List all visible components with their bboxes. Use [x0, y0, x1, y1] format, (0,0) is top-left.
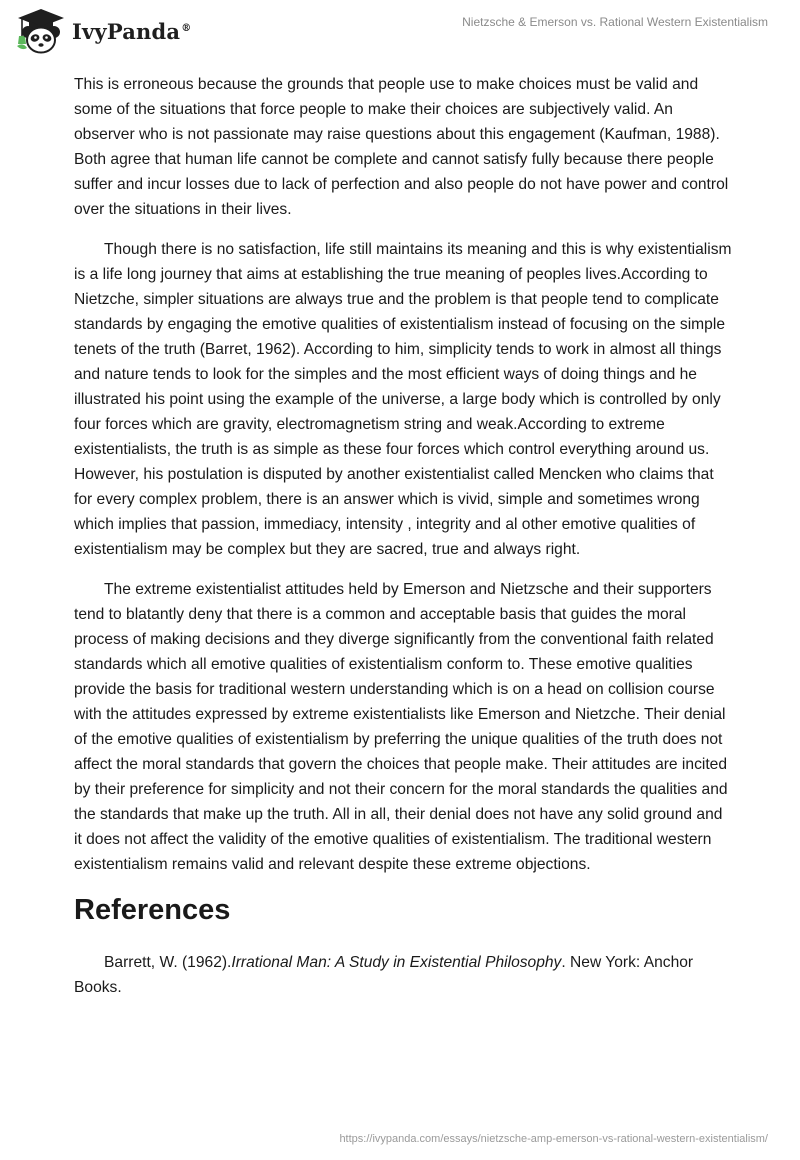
ivypanda-logo[interactable] — [14, 6, 191, 56]
reference-item — [74, 950, 734, 1000]
panda-graduation-cap-icon — [14, 6, 68, 56]
essay-content — [74, 72, 734, 1015]
reference-publisher: . New York: Anchor Books. — [74, 954, 694, 996]
reference-title: Irrational Man: A Study in Existential Philosophy — [231, 954, 562, 971]
logo-wordmark: IvyPanda® — [72, 18, 192, 44]
page-header — [0, 0, 800, 70]
document-title: Nietzsche & Emerson vs. Rational Western Existentialism — [462, 15, 768, 29]
body-paragraph-1: This is erroneous because the grounds that people use to make choices must be valid and some of the situations that force people to make their choices are subjectively valid. An observer who is not passionate may raise questions about this engagement (Kaufman, 1988). Both agree that human life cannot be complete and cannot satisfy fully because there people suffer and incur losses due to lack of perfection and also people do not have power and control over the situations in their lives. — [74, 76, 729, 218]
references-heading: References — [74, 894, 231, 926]
reference-author-year: Barrett, W. (1962). — [104, 954, 232, 971]
body-paragraph-2: Though there is no satisfaction, life still maintains its meaning and this is why existentialism is a life long journey that aims at establishing the true meaning of peoples lives.According to Nietzche, simpler situations are always true and the problem is that people tend to complicate standards by engaging the emotive qualities of existentialism instead of focusing on the simple tenets of the truth (Barret, 1962). According to him, simplicity tends to work in almost all things and nature tends to look for the simples and the most efficient ways of doing things and he illustrated his point using the example of the universe, a large body which is controlled by only four forces which are gravity, electromagnetism string and weak.According to extreme existentialists, the truth is as simple as these four forces which control everything around us. However, his postulation is disputed by another existentialist called Mencken who claims that for every complex problem, there is an answer which is vivid, simple and sometimes wrong which implies that passion, immediacy, intensity , integrity and al other emotive qualities of existentialism may be complex but they are sacred, true and always right. — [74, 241, 732, 558]
body-paragraph-3: The extreme existentialist attitudes held by Emerson and Nietzsche and their supporters tend to blatantly deny that there is a common and acceptable basis that guides the moral process of making decisions and they diverge significantly from the conventional faith related standards which all emotive qualities of existentialism conform to. These emotive qualities provide the basis for traditional western understanding which is on a head on collision course with the attitudes expressed by extreme existentialists like Emerson and Nietzche. Their denial of the emotive qualities of existentialism by preferring the unique qualities of the truth does not affect the moral standards that govern the choices that people make. Their attitudes are incited by their preference for simplicity and not their concern for the moral standards the qualities and the standards that make up the truth. All in all, their denial does not have any solid ground and it does not affect the validity of the emotive qualities of existentialism. The traditional western existentialism remains valid and relevant despite these extreme objections. — [74, 581, 728, 873]
source-url[interactable]: https://ivypanda.com/essays/nietzsche-amp-emerson-vs-rational-western-existentialism/ — [339, 1133, 768, 1145]
